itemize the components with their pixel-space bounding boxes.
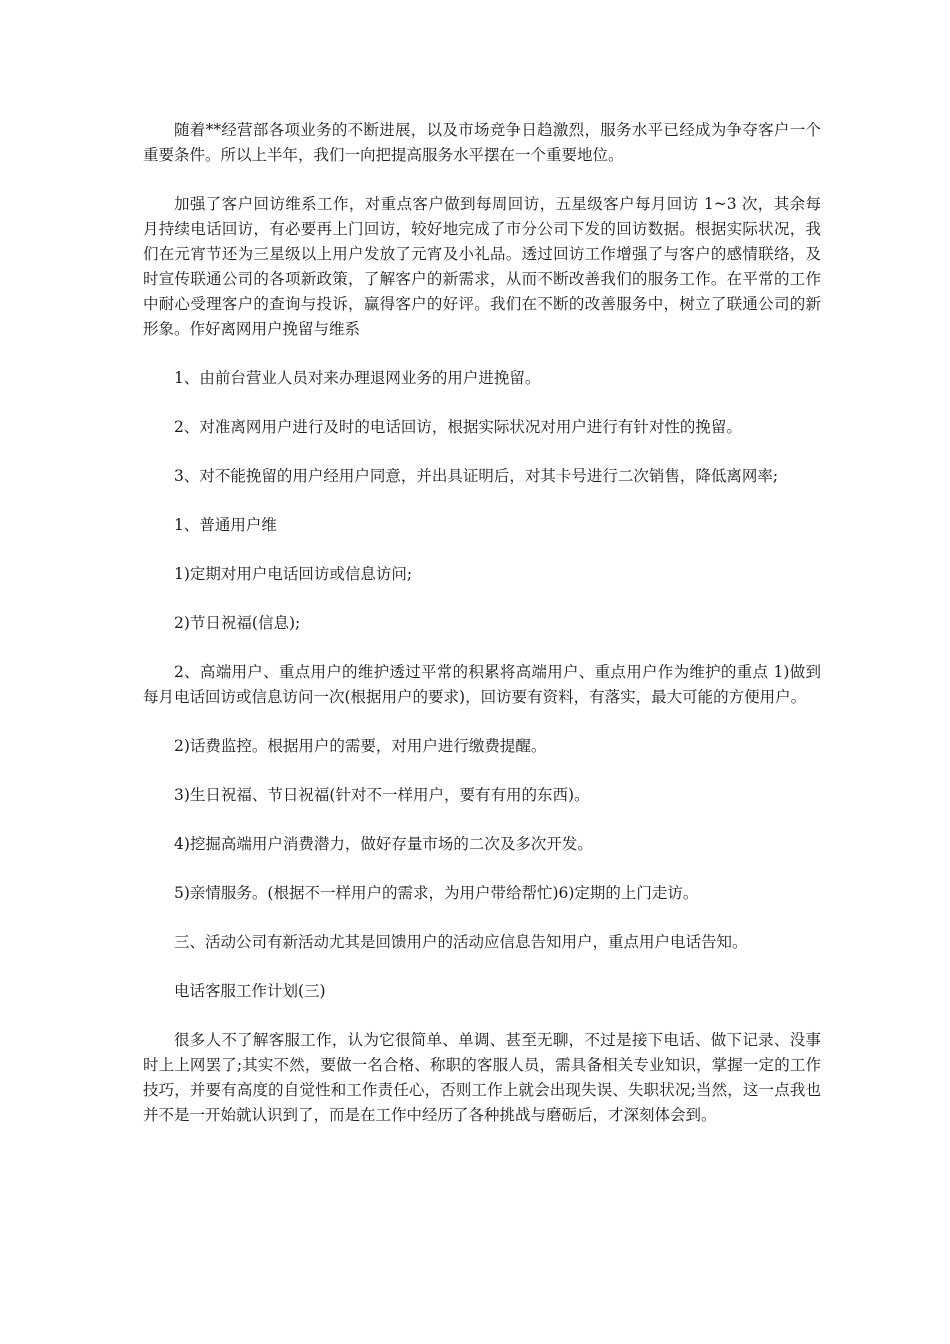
list-item-birthday-wishes: 3)生日祝福、节日祝福(针对不一样用户，要有有用的东西)。 [174, 786, 590, 804]
list-item-retention-2: 2、对准离网用户进行及时的电话回访，根据实际状况对用户进行有针对性的挽留。 [174, 418, 742, 436]
paragraph-customer-visits: 加强了客户回访维系工作，对重点客户做到每周回访，五星级客户每月回访 1~3 次，其余每月持续电话回访，有必要再上门回访，较好地完成了市分公司下发的回访数据。根据实际状况，我们在元宵节还为三星级以上用户发放了元宵及小礼品。透过回访工作增强了与客户的感情联络，及时宣传联通公司的各项新政策，了解客户的新需求，从而不断改善我们的服务工作。在平常的工作中耐心受理客户的查询与投诉，赢得客户的好评。我们在不断的改善服务中，树立了联通公司的新形象。作好离网用户挽留与维系 [143, 195, 821, 338]
list-item-ordinary-users: 1、普通用户维 [174, 516, 277, 534]
section-heading-plan-three: 电话客服工作计划(三) [174, 982, 326, 1000]
paragraph-activity-notice: 三、活动公司有新活动尤其是回馈用户的活动应信息告知用户，重点用户电话告知。 [174, 933, 748, 951]
list-item-family-service: 5)亲情服务。(根据不一样用户的需求，为用户带给帮忙)6)定期的上门走访。 [174, 884, 699, 902]
paragraph-service-level: 随着**经营部各项业务的不断进展，以及市场竞争日趋激烈，服务水平已经成为争夺客户一个重要条件。所以上半年，我们一向把提高服务水平摆在一个重要地位。 [143, 121, 821, 164]
list-item-retention-1: 1、由前台营业人员对来办理退网业务的用户进挽留。 [174, 369, 541, 387]
document-page [143, 118, 821, 1128]
list-item-high-end-users: 2、高端用户、重点用户的维护透过平常的积累将高端用户、重点用户作为维护的重点 1)做到每月电话回访或信息访问一次(根据用户的要求)，回访要有资料，有落实，最大可能的方便用户。 [143, 663, 821, 706]
list-item-holiday-wishes: 2)节日祝福(信息); [174, 614, 301, 632]
paragraph-customer-service-work: 很多人不了解客服工作，认为它很简单、单调、甚至无聊，不过是接下电话、做下记录、没事时上上网罢了;其实不然，要做一名合格、称职的客服人员，需具备相关专业知识，掌握一定的工作技巧，并要有高度的自觉性和工作责任心，否则工作上就会出现失误、失职状况;当然，这一点我也并不是一开始就认识到了，而是在工作中经历了各种挑战与磨砺后，才深刻体会到。 [143, 1031, 821, 1124]
list-item-bill-monitoring: 2)话费监控。根据用户的需要，对用户进行缴费提醒。 [174, 737, 547, 755]
list-item-regular-visits: 1)定期对用户电话回访或信息访问; [174, 565, 413, 583]
list-item-consumption-potential: 4)挖掘高端用户消费潜力，做好存量市场的二次及多次开发。 [174, 835, 593, 853]
list-item-retention-3: 3、对不能挽留的用户经用户同意，并出具证明后，对其卡号进行二次销售，降低离网率; [174, 467, 779, 485]
